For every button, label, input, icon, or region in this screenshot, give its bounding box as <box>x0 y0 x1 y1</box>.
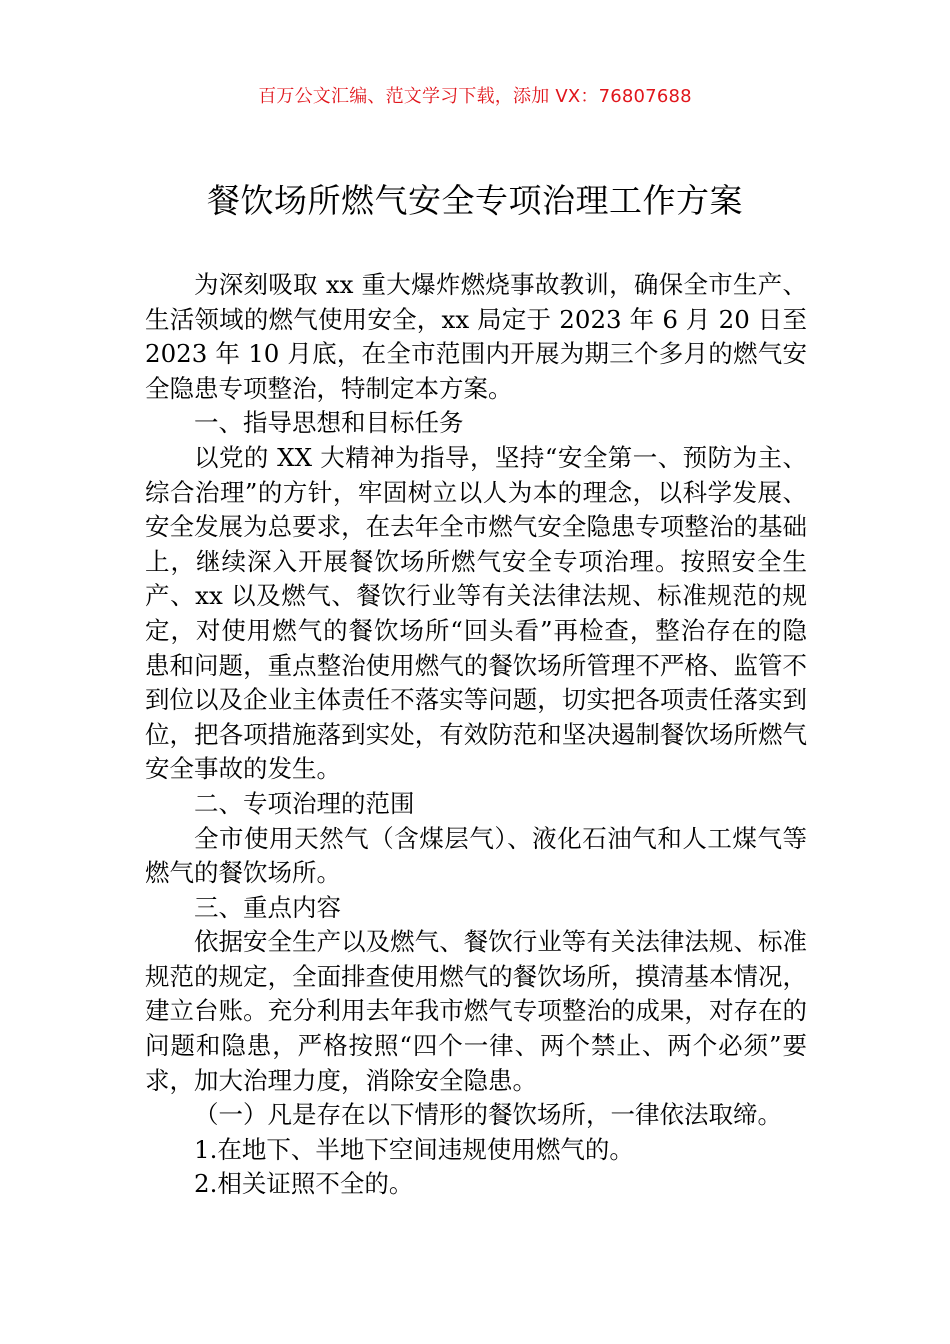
list-item: 2.相关证照不全的。 <box>194 1169 414 1199</box>
list-item: 1.在地下、半地下空间违规使用燃气的。 <box>194 1134 634 1164</box>
scope-paragraph: 全市使用天然气（含煤层气）、液化石油气和人工煤气等燃气的餐饮场所。 <box>145 823 807 888</box>
section-heading-1: 一、指导思想和目标任务 <box>194 408 464 438</box>
section-heading-2: 二、专项治理的范围 <box>194 788 415 818</box>
subsection-heading-1: （一）凡是存在以下情形的餐饮场所，一律依法取缔。 <box>194 1100 782 1130</box>
guiding-paragraph: 以党的 XX 大精神为指导，坚持“安全第一、预防为主、综合治理”的方针，牢固树立以人为本的理念，以科学发展、安全发展为总要求，在去年全市燃气安全隐患专项整治的基础上，继续深入开展餐饮场所燃气安全专项治理。按照安全生产、xx 以及燃气、餐饮行业等有关法律法规、标准规范的规定，对使用燃气的餐饮场所“回头看”再检查，整治存在的隐患和问题，重点整治使用燃气的餐饮场所管理不严格、监管不到位以及企业主体责任不落实等问题，切实把各项责任落实到位，把各项措施落到实处，有效防范和坚决遏制餐饮场所燃气安全事故的发生。 <box>145 442 807 784</box>
document-body <box>145 268 807 1202</box>
page-title: 餐饮场所燃气安全专项治理工作方案 <box>207 181 743 220</box>
section-heading-3: 三、重点内容 <box>194 892 341 922</box>
intro-paragraph: 为深刻吸取 xx 重大爆炸燃烧事故教训，确保全市生产、生活领域的燃气使用安全，xx 局定于 2023 年 6 月 20 日至 2023 年 10 月底，在全市范围内开展为期三个多月的燃气安全隐患专项整治，特制定本方案。 <box>145 270 807 403</box>
key-content-paragraph: 依据安全生产以及燃气、餐饮行业等有关法律法规、标准规范的规定，全面排查使用燃气的餐饮场所，摸清基本情况，建立台账。充分利用去年我市燃气专项整治的成果，对存在的问题和隐患，严格按照“四个一律、两个禁止、两个必须”要求，加大治理力度，消除安全隐患。 <box>145 927 807 1095</box>
header-note: 百万公文汇编、范文学习下载，添加 VX：76807688 <box>258 86 692 107</box>
